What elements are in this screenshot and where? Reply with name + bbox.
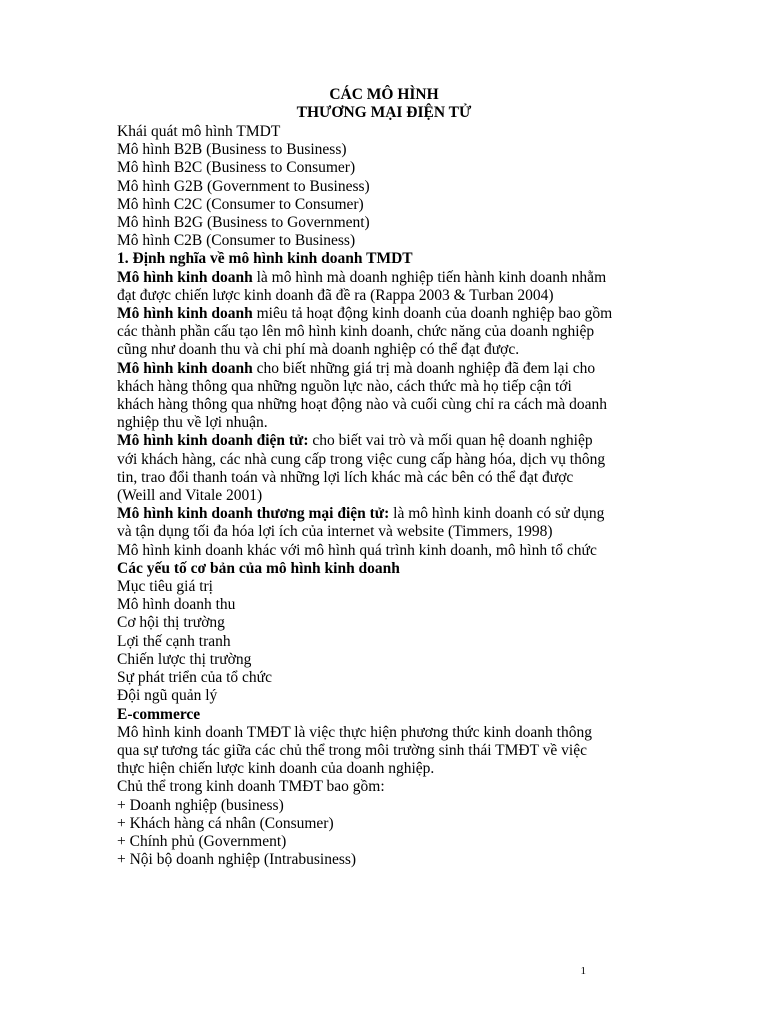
- section-1-note: Mô hình kinh doanh khác với mô hình quá trình kinh doanh, mô hình tổ chức: [117, 541, 597, 559]
- definition-3-line-4: nghiệp thu về lợi nhuận.: [117, 414, 268, 432]
- definition-1-line-1: [117, 269, 657, 287]
- definition-4-line-3: tin, trao đổi thanh toán và những lợi lích khác mà các bên có thể đạt được: [117, 468, 574, 486]
- subject-item: + Khách hàng cá nhân (Consumer): [117, 814, 334, 832]
- ecommerce-heading: E-commerce: [117, 705, 201, 723]
- definition-4-line-1: [117, 432, 657, 450]
- definition-2-line-3: cũng như doanh thu và chi phí mà doanh nghiệp có thể đạt được.: [117, 341, 520, 359]
- definition-text: là mô hình mà doanh nghiệp tiến hành kinh doanh nhằm: [252, 268, 607, 286]
- model-item: Mô hình G2B (Government to Business): [117, 177, 370, 195]
- definition-1-line-2: đạt được chiến lược kinh doanh đã đề ra (Rappa 2003 & Turban 2004): [117, 286, 554, 304]
- definition-text: là mô hình kinh doanh có sử dụng: [389, 505, 605, 523]
- definition-term: Mô hình kinh doanh: [117, 268, 253, 286]
- definition-term: Mô hình kinh doanh: [117, 359, 253, 377]
- definition-4-line-4: (Weill and Vitale 2001): [117, 487, 263, 505]
- definition-text: cho biết vai trò và mối quan hệ doanh nghiệp: [308, 432, 593, 450]
- definition-term: Mô hình kinh doanh: [117, 305, 253, 323]
- subject-item: + Doanh nghiệp (business): [117, 796, 284, 814]
- page-number: 1: [580, 965, 586, 977]
- definition-5-line-2: và tận dụng tối đa hóa lợi ích của internet và website (Timmers, 1998): [117, 523, 553, 541]
- subject-item: + Nội bộ doanh nghiệp (Intrabusiness): [117, 851, 357, 869]
- model-item: Mô hình B2C (Business to Consumer): [117, 159, 356, 177]
- definition-2-line-1: [117, 305, 657, 323]
- element-item: Mục tiêu giá trị: [117, 578, 213, 596]
- title-line-2: THƯƠNG MẠI ĐIỆN TỬ: [296, 104, 472, 122]
- ecommerce-paragraph-line: qua sự tương tác giữa các chủ thể trong môi trường sinh thái TMĐT về việc: [117, 741, 587, 759]
- element-item: Lợi thế cạnh tranh: [117, 632, 231, 650]
- element-item: Chiến lược thị trường: [117, 650, 252, 668]
- definition-3-line-1: [117, 360, 657, 378]
- ecommerce-paragraph-line: Mô hình kinh doanh TMĐT là việc thực hiện phương thức kinh doanh thông: [117, 723, 592, 741]
- model-item: Mô hình B2B (Business to Business): [117, 141, 347, 159]
- subjects-heading: Chủ thể trong kinh doanh TMĐT bao gồm:: [117, 778, 385, 796]
- overview-heading: Khái quát mô hình TMDT: [117, 123, 281, 140]
- definition-term: Mô hình kinh doanh điện tử:: [117, 432, 309, 450]
- definition-4-line-2: với khách hàng, các nhà cung cấp trong việc cung cấp hàng hóa, dịch vụ thông: [117, 450, 606, 468]
- element-item: Cơ hội thị trường: [117, 614, 225, 632]
- title-line-1: CÁC MÔ HÌNH: [329, 86, 439, 103]
- model-item: Mô hình C2C (Consumer to Consumer): [117, 195, 364, 213]
- model-item: Mô hình B2G (Business to Government): [117, 214, 370, 232]
- definition-5-line-1: [117, 505, 657, 523]
- definition-2-line-2: các thành phần cấu tạo lên mô hình kinh doanh, chức năng của doanh nghiệp: [117, 323, 595, 341]
- definition-text: cho biết những giá trị mà doanh nghiệp đã đem lại cho: [252, 359, 596, 377]
- section-1-heading: 1. Định nghĩa về mô hình kinh doanh TMDT: [117, 250, 413, 268]
- model-item: Mô hình C2B (Consumer to Business): [117, 232, 356, 250]
- element-item: Sự phát triển của tổ chức: [117, 669, 272, 687]
- ecommerce-paragraph-line: thực hiện chiến lược kinh doanh của doanh nghiệp.: [117, 760, 435, 778]
- elements-heading: Các yếu tố cơ bản của mô hình kinh doanh: [117, 559, 400, 577]
- document-body: [117, 123, 657, 869]
- definition-text: miêu tả hoạt động kinh doanh của doanh nghiệp bao gồm: [252, 305, 613, 323]
- definition-3-line-3: khách hàng thông qua những hoạt động nào và cuối cùng chỉ ra cách mà doanh: [117, 396, 608, 414]
- element-item: Đội ngũ quản lý: [117, 687, 218, 705]
- document-title: [0, 86, 768, 122]
- definition-3-line-2: khách hàng thông qua những nguồn lực nào, cách thức mà họ tiếp cận tới: [117, 377, 572, 395]
- element-item: Mô hình doanh thu: [117, 596, 236, 614]
- subject-item: + Chính phủ (Government): [117, 832, 287, 850]
- definition-term: Mô hình kinh doanh thương mại điện tử:: [117, 505, 390, 523]
